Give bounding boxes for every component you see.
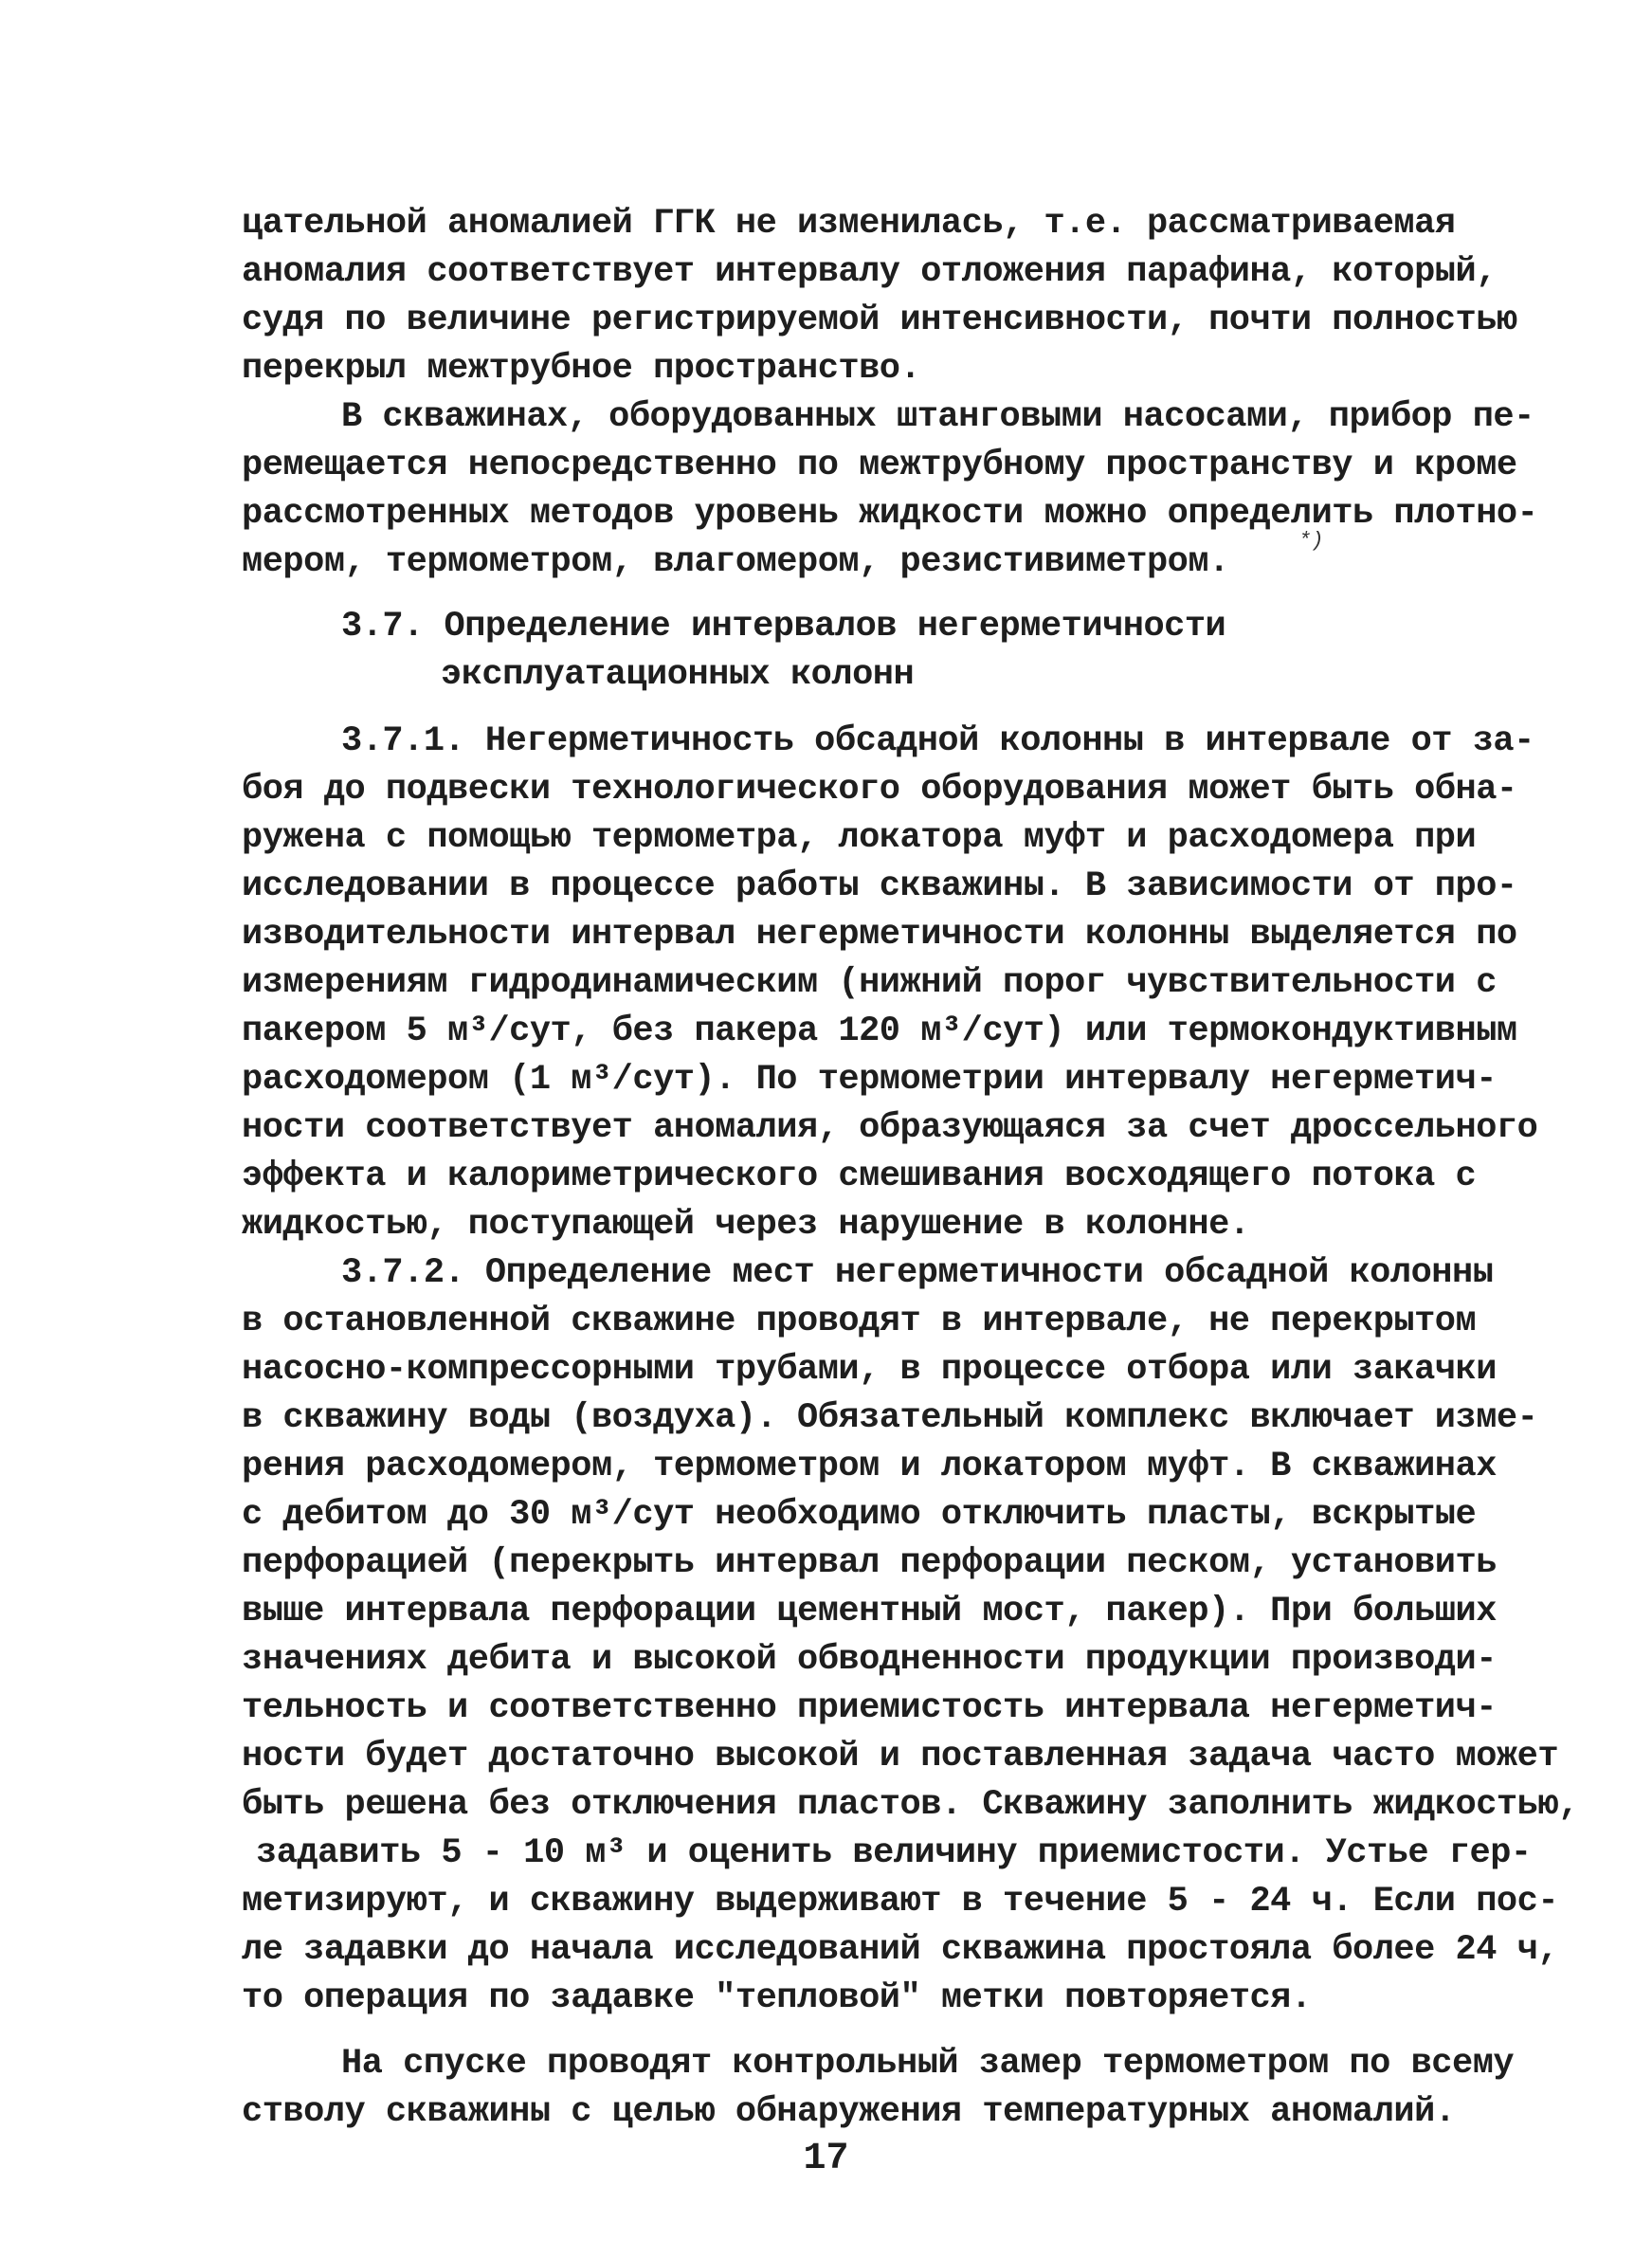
text-line: мером, термометром, влагомером, резистивиметром. <box>242 542 1229 582</box>
text-line: В скважинах, оборудованных штанговыми насосами, прибор пе- <box>341 397 1534 437</box>
text-line: в остановленной скважине проводят в интервале, не перекрытом <box>242 1302 1477 1341</box>
text-line: жидкостью, поступающей через нарушение в колонне. <box>242 1205 1250 1245</box>
text-line: цательной аномалией ГГК не изменилась, т.е. рассматриваемая <box>242 204 1456 244</box>
text-line: аномалия соответствует интервалу отложения парафина, который, <box>242 252 1497 292</box>
text-line: выше интервала перфорации цементный мост, пакер). При больших <box>242 1592 1497 1631</box>
text-line: метизируют, и скважину выдерживают в течение 5 - 24 ч. Если пос- <box>242 1882 1559 1922</box>
text-line: изводительности интервал негерметичности колонны выделяется по <box>242 915 1517 955</box>
text-line: ности соответствует аномалия, образующаяся за счет дроссельного <box>242 1108 1538 1148</box>
text-line: значениях дебита и высокой обводненности продукции производи- <box>242 1640 1497 1680</box>
text-line: измерениям гидродинамическим (нижний порог чувствительности с <box>242 963 1497 1003</box>
text-line: с дебитом до 30 м³/сут необходимо отключить пласты, вскрытые <box>242 1495 1477 1535</box>
text-line: 3.7.2. Определение мест негерметичности обсадной колонны <box>341 1253 1494 1293</box>
text-line: судя по величине регистрируемой интенсивности, почти полностью <box>242 301 1517 340</box>
section-heading: эксплуатационных колонн <box>441 655 915 695</box>
footnote-mark: *) <box>1298 529 1324 553</box>
text-line: 3.7.1. Негерметичность обсадной колонны в интервале от за- <box>341 721 1534 761</box>
text-line: эффекта и калориметрического смешивания восходящего потока с <box>242 1157 1477 1196</box>
page-number: 17 <box>803 2138 849 2180</box>
text-line: насосно-компрессорными трубами, в процессе отбора или закачки <box>242 1350 1497 1390</box>
text-line: в скважину воды (воздуха). Обязательный комплекс включает изме- <box>242 1398 1538 1438</box>
text-line: пакером 5 м³/сут, без пакера 120 м³/сут) или термокондуктивным <box>242 1011 1517 1051</box>
text-line: то операция по задавке "тепловой" метки повторяется. <box>242 1978 1312 2018</box>
text-line: задавить 5 - 10 м³ и оценить величину приемистости. Устье гер- <box>256 1833 1532 1873</box>
text-line: перфорацией (перекрыть интервал перфорации песком, установить <box>242 1543 1497 1583</box>
text-line: рассмотренных методов уровень жидкости можно определить плотно- <box>242 494 1538 534</box>
text-line: ности будет достаточно высокой и поставленная задача часто может <box>242 1737 1559 1776</box>
section-heading: 3.7. Определение интервалов негерметичности <box>341 607 1226 647</box>
text-line: ремещается непосредственно по межтрубному пространству и кроме <box>242 446 1517 485</box>
text-line: стволу скважины с целью обнаружения температурных аномалий. <box>242 2092 1456 2132</box>
text-line: быть решена без отключения пластов. Скважину заполнить жидкостью, <box>242 1785 1579 1825</box>
text-line: ружена с помощью термометра, локатора муфт и расходомера при <box>242 818 1477 858</box>
text-line: боя до подвески технологического оборудования может быть обна- <box>242 770 1517 810</box>
text-line: исследовании в процессе работы скважины. В зависимости от про- <box>242 866 1517 906</box>
text-line: На спуске проводят контрольный замер термометром по всему <box>341 2044 1515 2084</box>
text-line: расходомером (1 м³/сут). По термометрии интервалу негерметич- <box>242 1060 1497 1100</box>
text-line: рения расходомером, термометром и локатором муфт. В скважинах <box>242 1447 1497 1486</box>
text-line: тельность и соответственно приемистость интервала негерметич- <box>242 1688 1497 1728</box>
text-line: перекрыл межтрубное пространство. <box>242 349 921 389</box>
text-line: ле задавки до начала исследований скважина простояла более 24 ч, <box>242 1930 1559 1970</box>
